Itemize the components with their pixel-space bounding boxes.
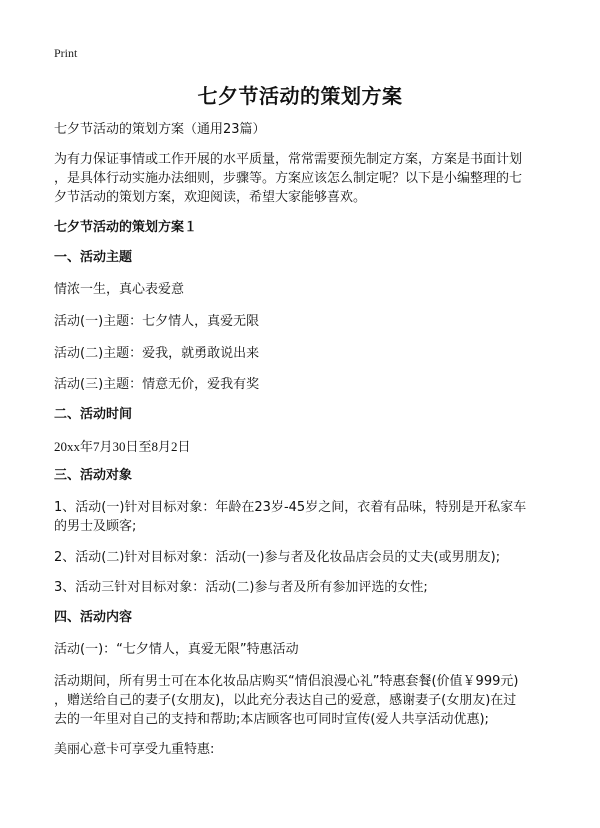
paragraph: 活动(三)主题：情意无价，爱我有奖 — [54, 377, 260, 392]
list-item-continued: 的男士及顾客; — [54, 519, 137, 534]
intro-line-2: ，是具体行动实施办法细则，步骤等。方案应该怎么制定呢？以下是小编整理的七 — [54, 171, 523, 186]
list-item: 2、活动(二)针对目标对象：活动(一)参与者及化妆品店会员的丈夫(或男朋友); — [54, 550, 501, 565]
page-title: 七夕节活动的策划方案 — [197, 84, 403, 108]
section-heading-theme: 一、活动主题 — [54, 250, 133, 265]
paragraph: 美丽心意卡可享受九重特惠: — [54, 742, 215, 757]
paragraph: 情浓一生，真心表爱意 — [54, 282, 185, 297]
paragraph: 活动(一)：“七夕情人，真爱无限”特惠活动 — [54, 642, 299, 657]
paragraph-line: ，赠送给自己的妻子(女朋友)，以此充分表达自己的爱意，感谢妻子(女朋友)在过 — [54, 693, 517, 708]
paragraph: 20xx年7月30日至8月2日 — [54, 439, 191, 454]
paragraph: 活动(一)主题：七夕情人，真爱无限 — [54, 314, 260, 329]
section-heading-time: 二、活动时间 — [54, 407, 133, 422]
list-item: 3、活动三针对目标对象：活动(二)参与者及所有参加评选的女性; — [54, 580, 428, 595]
list-item: 1、活动(一)针对目标对象：年龄在23岁-45岁之间，衣着有品味，特别是开私家车 — [54, 500, 527, 515]
paragraph-line: 去的一年里对自己的支持和帮助;本店顾客也可同时宣传(爱人共享活动优惠); — [54, 712, 489, 727]
paragraph: 活动(二)主题：爱我，就勇敢说出来 — [54, 346, 260, 361]
document-subtitle: 七夕节活动的策划方案（通用23篇） — [54, 122, 266, 137]
section-heading-content: 四、活动内容 — [54, 610, 133, 625]
intro-line-3: 夕节活动的策划方案，欢迎阅读，希望大家能够喜欢。 — [54, 190, 367, 205]
paragraph-line: 活动期间，所有男士可在本化妆品店购买“情侣浪漫心礼”特惠套餐(价值￥999元) — [54, 674, 519, 689]
intro-line-1: 为有力保证事情或工作开展的水平质量，常常需要预先制定方案，方案是书面计划 — [54, 152, 523, 167]
plan-heading: 七夕节活动的策划方案１ — [54, 220, 198, 235]
section-heading-audience: 三、活动对象 — [54, 468, 133, 483]
print-link[interactable]: Print — [54, 46, 78, 60]
